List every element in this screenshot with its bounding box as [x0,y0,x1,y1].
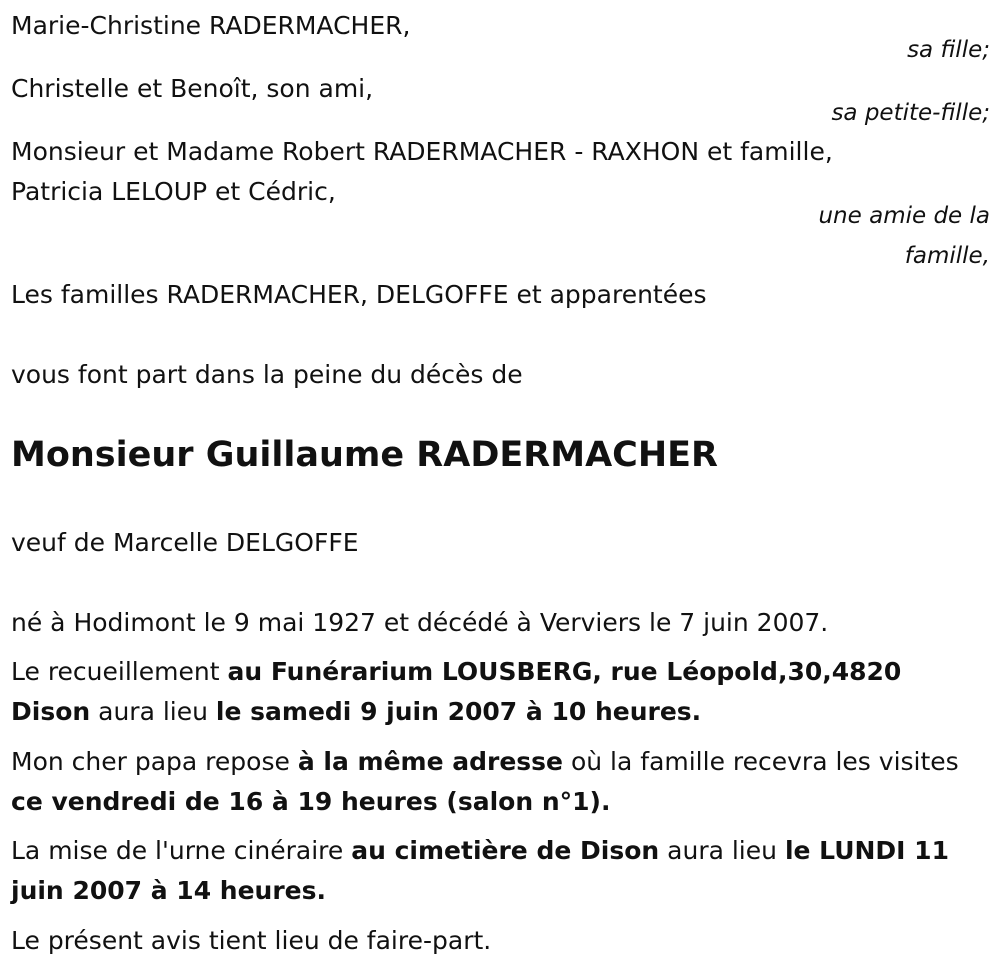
relation-family-friend-line1: une amie de la [818,203,990,229]
recueillement-text-2: aura lieu [90,697,216,726]
relation-family-friend-line2: famille, [904,243,990,269]
urne-text-2: aura lieu [659,836,785,865]
family-member-christelle: Christelle et Benoît, son ami, [11,74,374,103]
announcement-intro: vous font part dans la peine du décès de [11,360,523,389]
relation-granddaughter: sa petite-fille; [831,100,990,126]
repose-paragraph [11,742,971,822]
repose-visits: ce vendredi de 16 à 19 heures (salon n°1). [11,787,611,816]
urne-text-1: La mise de l'urne cinéraire [11,836,352,865]
urne-paragraph [11,831,986,911]
family-member-marie-christine: Marie-Christine RADERMACHER, [11,11,411,40]
widower-line: veuf de Marcelle DELGOFFE [11,528,359,557]
recueillement-date: le samedi 9 juin 2007 à 10 heures. [215,697,702,726]
deceased-name: Monsieur Guillaume RADERMACHER [11,435,718,475]
families-line: Les familles RADERMACHER, DELGOFFE et apparentées [11,280,707,309]
relation-daughter: sa fille; [907,37,990,63]
family-member-robert: Monsieur et Madame Robert RADERMACHER - RAXHON et famille, [11,137,833,166]
closing-line: Le présent avis tient lieu de faire-part. [11,926,492,955]
repose-location: à la même adresse [297,747,564,776]
urne-date: le LUNDI 11 juin 2007 à 14 heures. [11,836,949,905]
recueillement-text-1: Le recueillement [11,657,228,686]
recueillement-location: au Funérarium LOUSBERG, rue Léopold,30,4820 Dison [11,657,902,726]
repose-text-2: où la famille recevra les visites [563,747,959,776]
birth-death-line: né à Hodimont le 9 mai 1927 et décédé à Verviers le 7 juin 2007. [11,608,829,637]
repose-text-1: Mon cher papa repose [11,747,298,776]
family-member-patricia: Patricia LELOUP et Cédric, [11,177,336,206]
urne-location: au cimetière de Dison [351,836,660,865]
recueillement-paragraph [11,652,986,732]
